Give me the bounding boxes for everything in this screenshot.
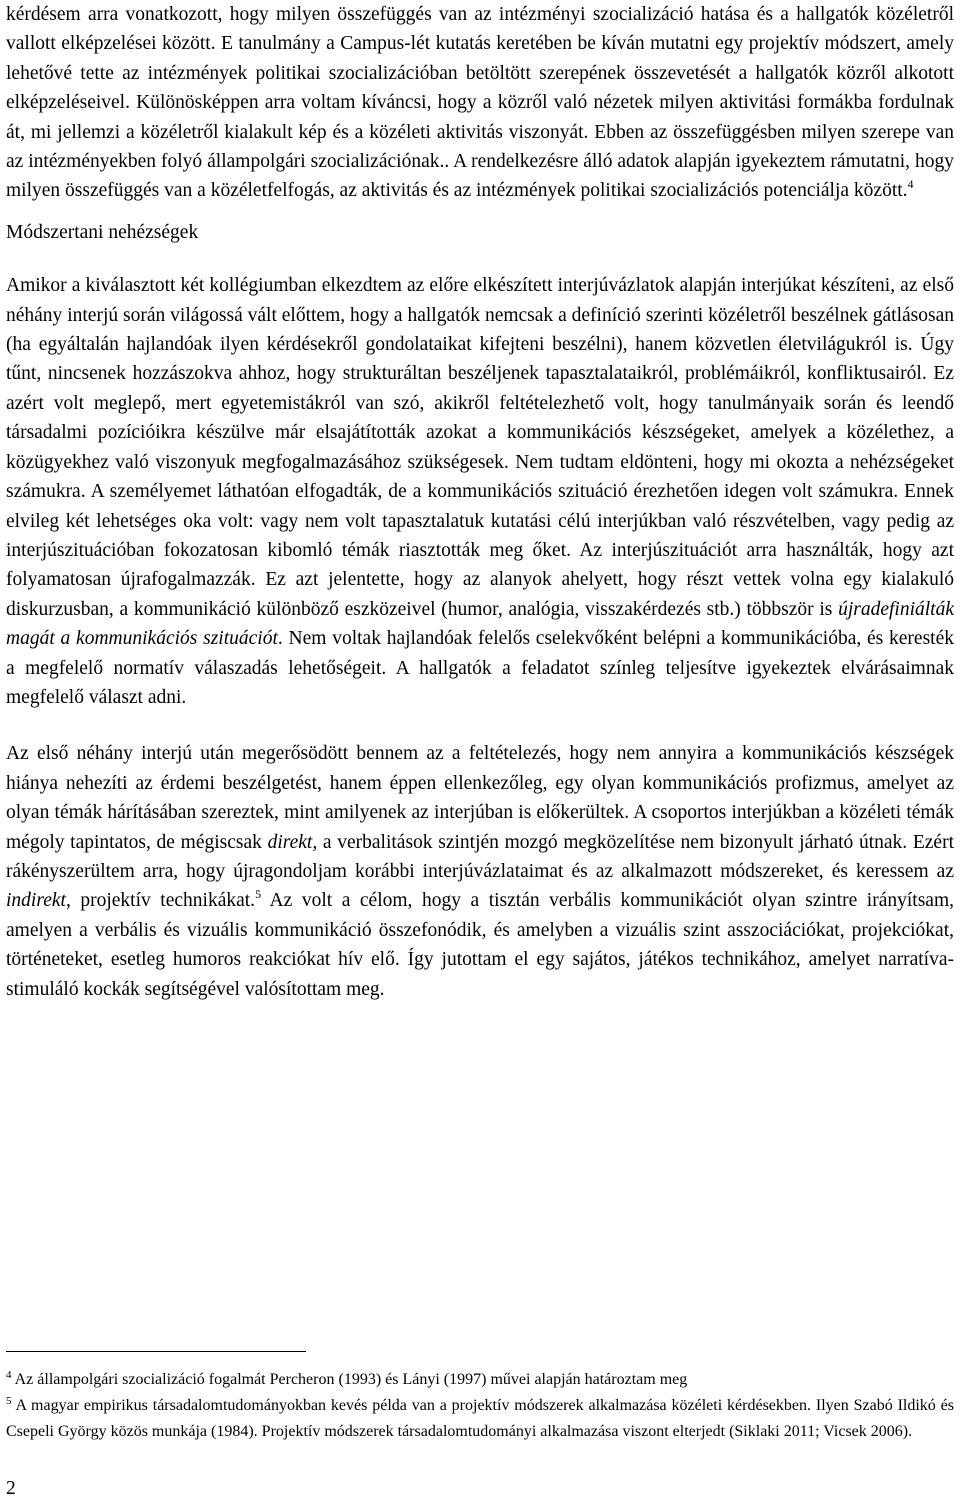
- paragraph-methodology-italic: újradefiniálták magát a kommunikációs szituációt: [6, 598, 954, 650]
- footnote-4: [6, 1367, 954, 1393]
- paragraph-technique-italic-direkt: direkt,: [267, 831, 318, 853]
- paragraph-intro-text: kérdésem arra vonatkozott, hogy milyen összefüggés van az intézményi szocializáció hatása és a hallgatók közéletről vallott elképzelései között. E tanulmány a Campus-lét kutatás keretében be kíván mutatni egy projektív módszert, amely lehetővé tette az intézmények politikai szocializációban betöltött szerepének összevetését a hallgatók közről alkotott elképzeléseivel. Különösképpen arra voltam kíváncsi, hogy a közről való nézetek milyen aktivitási formákba fordulnak át, mi jellemzi a közéletről kialakult kép és a közéleti aktivitás viszonyát. Ebben az összefüggésben milyen szerepe van az intézményekben folyó állampolgári szocializációnak.. A rendelkezésre álló adatok alapján igyekeztem rámutatni, hogy milyen összefüggés van a közéletfelfogás, az aktivitás és az intézmények politikai szocializációs potenciálja között.: [6, 4, 954, 202]
- footnote-number: 4: [6, 1369, 12, 1381]
- paragraph-methodology-text-1: Amikor a kiválasztott két kollégiumban elkezdtem az előre elkészített interjúvázlatok alapján interjúkat készíteni, az első néhány interjú során világossá vált előttem, hogy a hallgatók nemcsak a definíció szerinti közéletről beszélnek gátlásosan (ha egyáltalán hajlandóak ilyen kérdésekről gondolataikat kifejteni beszélni), hanem közvetlen életvilágukról is. Úgy tűnt, nincsenek hozzászokva ahhoz, hogy strukturáltan beszéljenek tapasztalataikról, problémáikról, konfliktusairól. Ez azért volt meglepő, mert egyetemistákról van szó, akikről feltételezhető volt, hogy tanulmányaik során és leendő társadalmi pozícióikra készülve már elsajátították azokat a kommunikációs készségeket, amelyek a közélethez, a közügyekhez való viszonyuk megfogalmazásához szükségesek. Nem tudtam eldönteni, hogy mi okozta a nehézségeket számukra. A személyemet láthatóan elfogadták, de a kommunikációs szituáció érezhetően idegen volt számukra. Ennek elvileg két lehetséges oka volt: vagy nem volt tapasztalatuk kutatási célú interjúkban való részvételben, vagy pedig az interjúszituációban fokozatosan kibomló témák riasztották meg őket. Az interjúszituációt arra használták, hogy azt folyamatosan újrafogalmazzák. Ez azt jelentette, hogy az alanyok ahelyett, hogy részt vettek volna egy kialakuló diskurzusban, a kommunikáció különböző eszközeivel (humor, analógia, visszakérdezés stb.) többször is: [6, 275, 954, 620]
- footnote-number: 5: [6, 1395, 12, 1407]
- paragraph-technique-italic-indirekt: indirekt: [6, 890, 66, 912]
- footnotes: [6, 1367, 954, 1445]
- page-body: [6, 0, 954, 1004]
- paragraph-technique-text-c: , projektív technikákat.: [65, 890, 256, 912]
- paragraph-methodology: [6, 271, 954, 712]
- paragraph-methodology-text-2: . Nem voltak hajlandóak felelős cselekvőként belépni a kommunikációba, és keresték a megfelelő normatív válaszadás lehetőségeit. A hallgatók a feladatot színleg teljesítve igyekeztek elvárásaimnak megfelelő választ adni.: [6, 628, 954, 708]
- paragraph-intro: [6, 0, 954, 206]
- page-number: 2: [6, 1478, 16, 1499]
- footnote-text: Az állampolgári szocializáció fogalmát Percheron (1993) és Lányi (1997) művei alapján határoztam meg: [14, 1371, 688, 1388]
- footnote-ref-4: 4: [907, 177, 914, 192]
- footnote-ref-5: 5: [255, 887, 262, 902]
- paragraph-technique-text-d: Az volt a célom, hogy a tisztán verbális kommunikációt olyan szintre irányítsam, amelyen a verbális és vizuális kommunikáció összefonódik, és amelyben a vizuális szint asszociációkat, projekciókat, történeteket, esetleg humoros reakciókat hív elő. Így jutottam el egy sajátos, játékos technikához, amelyet narratíva-stimuláló kockák segítségével valósítottam meg.: [6, 890, 954, 1000]
- paragraph-technique-text-a: Az első néhány interjú után megerősödött bennem az a feltételezés, hogy nem annyira a kommunikációs készségek hiánya nehezíti az érdemi beszélgetést, hanem éppen ellenkezőleg, egy olyan kommunikációs profizmus, amelyet az olyan témák hárításában szereztek, mint amilyenek az interjúban is előkerültek. A csoportos interjúkban a közéleti témák mégoly tapintatos, de mégiscsak: [6, 743, 954, 853]
- footnote-text: A magyar empirikus társadalomtudományokban kevés példa van a projektív módszerek alkalmazása közéleti kérdésekben. Ilyen Szabó Ildikó és Csepeli György közös munkája (1984). Projektív módszerek társadalomtudományi alkalmazása viszont elterjedt (Siklaki 2011; Vicsek 2006).: [6, 1397, 955, 1440]
- paragraph-technique-text-b: a verbalitások szintjén mozgó megközelítése nem bizonyult járható útnak. Ezért rákényszerültem arra, hogy újragondoljam korábbi interjúvázlataimat és az alkalmazott módszereket, és keressem az: [6, 831, 954, 882]
- paragraph-technique: [6, 739, 954, 1004]
- footnote-5: [6, 1393, 954, 1445]
- section-heading: Módszertani nehézségek: [6, 221, 199, 243]
- footnote-divider: [6, 1351, 306, 1352]
